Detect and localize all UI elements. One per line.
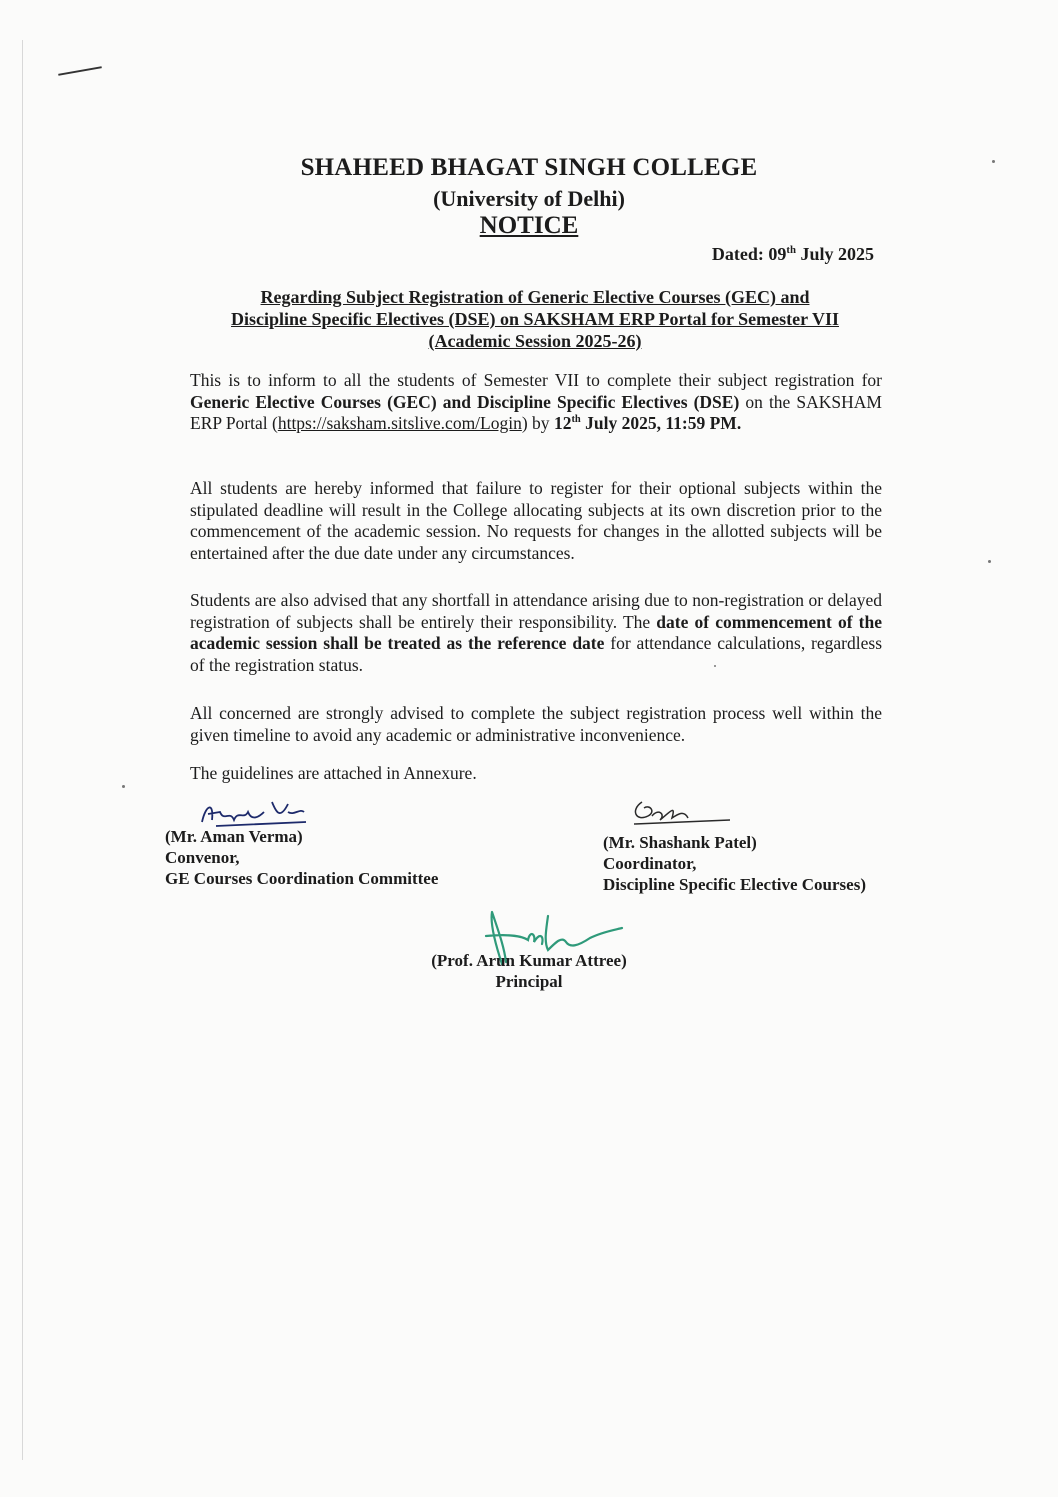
pen-mark (58, 66, 102, 76)
signatory-org: Discipline Specific Elective Courses) (603, 875, 866, 894)
notice-subject (190, 286, 880, 352)
paragraph-advice: All concerned are strongly advised to complete the subject registration process well within the given timeline to avoid any academic or administrative inconvenience. (190, 703, 882, 745)
scan-speck (122, 785, 125, 788)
paragraph-attendance: Students are also advised that any shortfall in attendance arising due to non-registration or delayed registration of subjects shall be entirely their responsibility. The date of commencement of the academic session shall be treated as the reference date for attendance calculations, regardless of the registration status. (190, 590, 882, 675)
signatory-name: (Mr. Shashank Patel) (603, 833, 757, 852)
subject-line: (Academic Session 2025-26) (428, 331, 642, 351)
signatory-name: (Mr. Aman Verma) (165, 827, 303, 846)
signatory-name: (Prof. Arun Kumar Attree) (431, 951, 627, 970)
notice-date: Dated: 09th July 2025 (711, 244, 874, 264)
paragraph-registration: This is to inform to all the students of Semester VII to complete their subject registration for Generic Elective Courses (GEC) and Discipline Specific Electives (DSE) on the SAKSHAM ERP Portal (https://saksham.sitslive.com/Login) by 12th July 2025, 11:59 PM. (190, 370, 882, 433)
college-name: SHAHEED BHAGAT SINGH COLLEGE (300, 154, 758, 181)
signatory-convenor (165, 826, 438, 889)
signatory-role: Convenor, (165, 848, 240, 867)
paragraph-annexure: The guidelines are attached in Annexure. (190, 763, 477, 783)
signatory-org: GE Courses Coordination Committee (165, 869, 439, 888)
signatory-role: Principal (495, 972, 563, 991)
scan-edge-line (22, 40, 23, 1460)
paragraph-deadline: All students are hereby informed that failure to register for their optional subjects within the stipulated deadline will result in the College allocating subjects at its own discretion prior to the commencement of the academic session. No requests for changes in the allotted subjects will be entertained after the due date under any circumstances. (190, 478, 882, 563)
portal-link[interactable]: https://saksham.sitslive.com/Login (277, 413, 522, 433)
subject-line: Regarding Subject Registration of Generic Elective Courses (GEC) and (260, 287, 810, 307)
signatory-role: Coordinator, (603, 854, 697, 873)
university-name: (University of Delhi) (433, 186, 625, 211)
signatory-coordinator (603, 832, 866, 895)
signatory-principal (0, 950, 1058, 992)
notice-heading: NOTICE (479, 212, 579, 239)
signature-shashank-patel (626, 796, 736, 830)
subject-line: Discipline Specific Electives (DSE) on SAKSHAM ERP Portal for Semester VII (231, 309, 839, 329)
scan-speck (988, 560, 991, 563)
